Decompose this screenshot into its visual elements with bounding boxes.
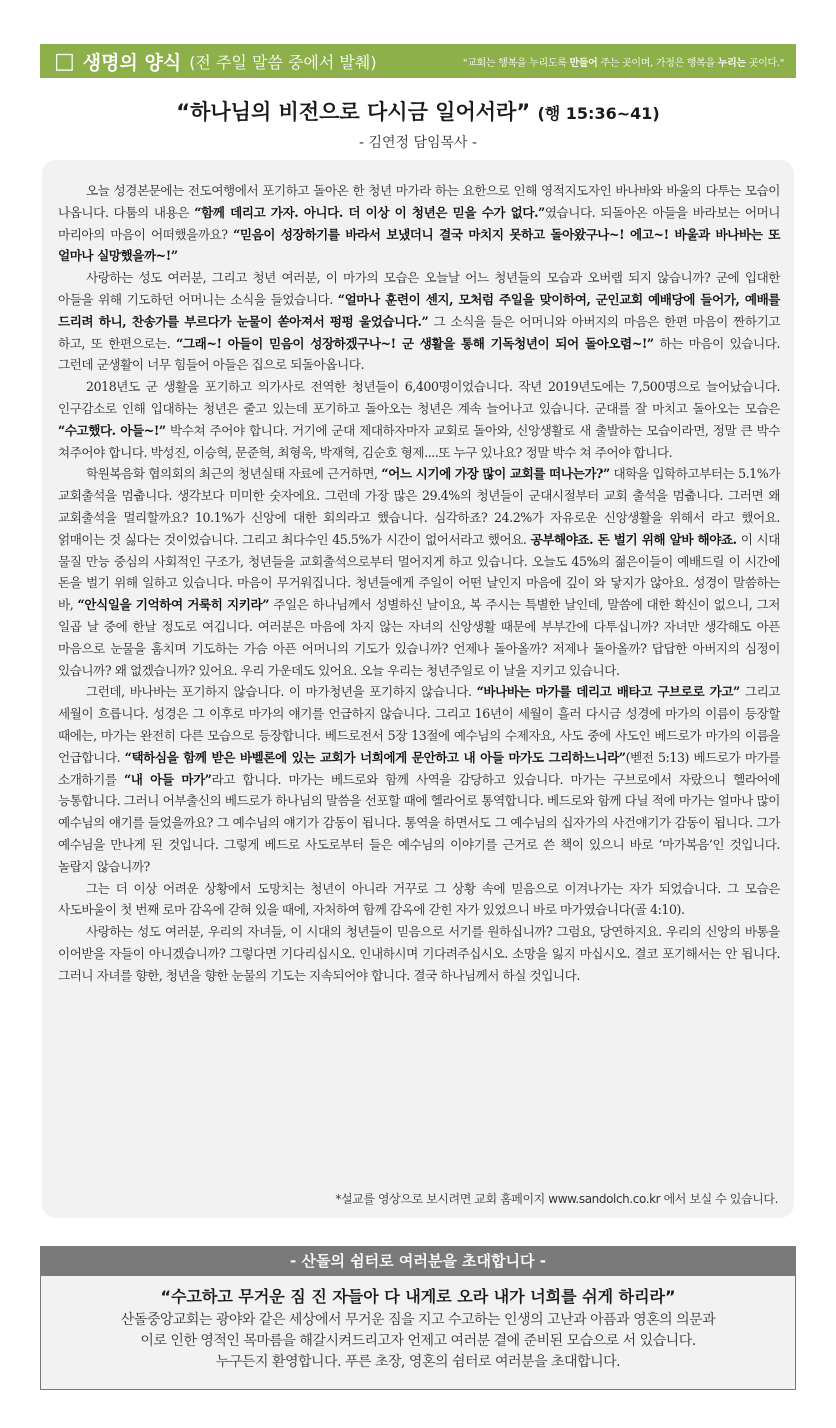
paragraph-4: 학원복음화 협의회의 최근의 청년실태 자료에 근거하면, “어느 시기에 가장 많이 교회를 떠나는가?” 대학을 입학하고부터는 5.1%가 교회출석을 멈춥니다. 생각보다 미미한 숫자에요. 그런데 가장 많은 29.4%의 청년들이 군대시절부터 교회 출석을 멈춥니다. 그러면 왜 교회출석을 멀리할까요? 10.1%가 신앙에 대한 회의라고 했습니다. 심각하죠? 24.2%가 자유로운 신앙생활을 위해서 라고 했어요. 얽매이는 것 싫다는 것이었습니다. 그리고 최다수인 45.5%가 시간이 없어서라고 했어요. 공부해야죠. 돈 벌기 위해 알바 해야죠. 이 시대 물질 만능 중심의 사회적인 구조가, 청년들을 교회출석으로부터 멀어지게 하고 있습니다. 오늘도 45%의 젊은이들이 예배드릴 이 시간에 돈을 벌기 위해 일하고 있습니다. 마음이 무거워집니다. 청년들에게 주일이 어떤 날인지 마음에 깊이 와 닿지가 않아요. 성경이 말씀하는 바, “안식일을 기억하여 거룩히 지키라” 주일은 하나님께서 성별하신 날이요, 복 주시는 특별한 날인데, 말씀에 대한 확신이 없으니, 그저 일곱 날 중에 한날 정도로 여깁니다. 여러분은 마음에 차지 않는 자녀의 신앙생활 때문에 부부간에 다투십니까? 자녀만 생각해도 아픈 마음으로 눈물을 훔치며 기도하는 가슴 아픈 어머니의 기도가 있습니까? 언제나 돌아올까? 저제나 돌아올까? 답답한 아버지의 심정이 있습니까? 왜 없겠습니까? 있어요. 우리 가운데도 있어요. 오늘 우리는 청년주일로 이 날을 지키고 있습니다. — [58, 466, 780, 678]
paragraph-7: 사랑하는 성도 여러분, 우리의 자녀들, 이 시대의 청년들이 믿음으로 서기를 원하십니까? 그럼요, 당연하지요. 우리의 신앙의 바통을 이어받을 자들이 아니겠습니까? 그렇다면 기다리십시오. 인내하시며 기다려주십시오. 소망을 잃지 마십시오. 결코 포기해서는 안 됩니다. 그러니 자녀를 향한, 청년을 향한 눈물의 기도는 지속되어야 합니다. 결국 하나님께서 하실 것입니다. — [58, 924, 780, 983]
video-footnote: *설교를 영상으로 보시려면 교회 홈페이지 www.sandolch.co.kr 에서 보실 수 있습니다. — [335, 1192, 778, 1206]
section-title: 생명의 양식 — [82, 51, 182, 74]
sermon-title — [0, 96, 836, 126]
sermon-title-text: “하나님의 비전으로 다시금 일어서라” — [176, 100, 531, 124]
invitation-line-1: 산돌중앙교회는 광야와 같은 세상에서 무거운 짐을 지고 수고하는 인생의 고난과 아픔과 영혼의 의문과 — [120, 1312, 716, 1328]
invitation-line-2: 이로 인한 영적인 목마름을 해갈시켜드리고자 언제고 여러분 곁에 준비된 모습으로 서 있습니다. — [140, 1333, 696, 1349]
invitation-line-3: 누구든지 환영합니다. 푸른 초장, 영혼의 쉼터로 여러분을 초대합니다. — [215, 1354, 621, 1370]
paragraph-2: 사랑하는 성도 여러분, 그리고 청년 여러분, 이 마가의 모습은 오늘날 어느 청년들의 모습과 오버랩 되지 않습니까? 군에 입대한 아들을 위해 기도하던 어머니는 소식을 들었습니다. “얼마나 훈련이 센지, 모처럼 주일을 맞이하여, 군인교회 예배당에 들어가, 예배를 드리려 하니, 찬송가를 부르다가 눈물이 쏟아져서 펑펑 울었습니다.” 그 소식을 들은 어머니와 아버지의 마음은 한편 마음이 짠하기고 하고, 또 한편으로는. “그래~! 아들이 믿음이 성장하겠구나~! 군 생활을 통해 기독청년이 되어 돌아오렴~!” 하는 마음이 있습니다. 그런데 군생활이 너무 힘들어 아들은 집으로 되돌아옵니다. — [58, 270, 780, 373]
invitation-body — [70, 1310, 766, 1373]
invitation-scripture-quote: “수고하고 무거운 짐 진 자들아 다 내게로 오라 내가 너희를 쉬게 하리라” — [160, 1287, 676, 1306]
invitation-title-bar: - 산돌의 쉼터로 여러분을 초대합니다 - — [40, 1246, 796, 1276]
church-motto: "교회는 행복을 누리도록 만들어 주는 곳이며, 가정은 행복을 누리는 곳이다." — [462, 57, 784, 69]
scripture-reference: (행 15:36~41) — [537, 104, 660, 123]
sermon-body-text — [58, 180, 780, 986]
checkbox-square-icon: □ — [54, 48, 75, 74]
section-subtitle: (전 주일 말씀 중에서 발췌) — [189, 52, 377, 72]
preacher-name: - 김연정 담임목사 - — [358, 135, 478, 151]
paragraph-5: 그런데, 바나바는 포기하지 않습니다. 이 마가청년을 포기하지 않습니다. “바나바는 마가를 데리고 배타고 구브로로 가고” 그리고 세월이 흐릅니다. 성경은 그 이후로 마가의 얘기를 언급하지 않습니다. 그리고 16년이 세월이 흘러 다시금 성경에 마가의 이름이 등장할 때에는, 마가는 완전히 다른 모습으로 등장합니다. 베드로전서 5장 13절에 예수님의 수제자요, 사도 중에 사도인 베드로가 마가의 이름을 언급합니다. “택하심을 함께 받은 바벨론에 있는 교회가 너희에게 문안하고 내 아들 마가도 그리하느니라”(벧전 5:13) 베드로가 마가를 소개하기를 “내 아들 마가”라고 합니다. 마가는 베드로와 함께 사역을 감당하고 있습니다. 마가는 구브로에서 자랐으니 헬라어에 능통합니다. 그러니 어부출신의 베드로가 하나님의 말씀을 선포할 때에 헬라어로 통역합니다. 베드로와 함께 다닐 적에 마가는 얼마나 많이 예수님의 얘기를 들었을까요? 그 예수님의 얘기가 감동이 됩니다. 통역을 하면서도 그 예수님의 십자가의 사건얘기가 감동이 됩니다. 그가 예수님을 만나게 된 것입니다. 그렇게 베드로 사도로부터 들은 예수님의 이야기를 근거로 쓴 책이 있으니 바로 ‘마가복음’인 것입니다. 놀랍지 않습니까? — [58, 684, 781, 874]
paragraph-1: 오늘 성경본문에는 전도여행에서 포기하고 돌아온 한 청년 마가라 하는 요한으로 인해 영적지도자인 바나바와 바울의 다투는 모습이 나옵니다. 다툼의 내용은 “함께 데리고 가자. 아니다. 더 이상 이 청년은 믿을 수가 없다.”였습니다. 되돌아온 아들을 바라보는 어머니 마리아의 마음이 어떠했을까요? “믿음이 성장하기를 바라서 보냈더니 결국 마치지 못하고 돌아왔구나~! 에고~! 바울과 바나바는 또 얼마나 실망했을까~!” — [58, 183, 781, 264]
section-header-bar — [40, 44, 796, 78]
paragraph-3: 2018년도 군 생활을 포기하고 의가사로 전역한 청년들이 6,400명이었습니다. 작년 2019년도에는 7,500명으로 늘어났습니다. 인구감소로 인해 입대하는 청년은 줄고 있는데 포기하고 돌아오는 청년은 계속 늘어나고 있습니다. 군대를 잘 마치고 돌아오는 모습은 “수고했다. 아들~!” 박수쳐 주어야 합니다. 거기에 군대 제대하자마자 교회로 돌아와, 신앙생활로 새 출발하는 모습이라면, 정말 큰 박수 쳐주어야 합니다. 박성진, 이승혁, 문준혁, 최형욱, 박재혁, 김순호 형제....또 누구 있나요? 정말 박수 쳐 주어야 합니다. — [58, 379, 781, 460]
paragraph-6: 그는 더 이상 어려운 상황에서 도망치는 청년이 아니라 거꾸로 그 상황 속에 믿음으로 이겨나가는 자가 되었습니다. 그 모습은 사도바울이 첫 번째 로마 감옥에 갇혀 있을 때에, 자처하여 함께 감옥에 갇힌 자가 있었으니 바로 마가였습니다(골 4:10). — [58, 880, 780, 918]
